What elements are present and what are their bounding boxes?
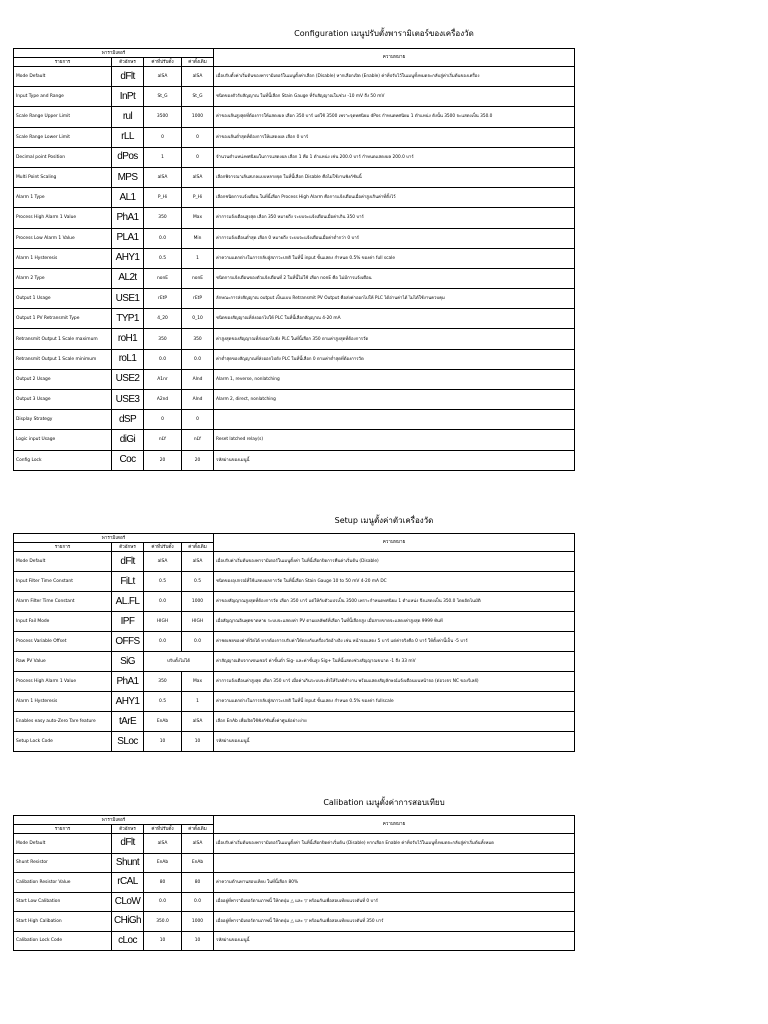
set-value: 0.5 [144,572,182,592]
table-row [14,329,575,349]
display-code: AL2t [112,268,144,288]
param-name: Output 3 Usage [14,390,112,410]
header-description: ความหมาย [214,534,575,552]
param-description: เมื่ออยู่ที่พารามิเตอร์ตามภาพนี้ ให้กดปุ่ม △ และ ▽ พร้อมกันเพื่อสอบเทียบแรงดันที่ 350 บาร์ [214,912,575,932]
table-row [14,67,575,87]
display-code: CLoW [112,892,144,912]
set-value: 0.0 [144,892,182,912]
set-value: rEtP [144,289,182,309]
display-code: TYP1 [112,309,144,329]
param-description: Alarm 2, direct, nonlatching [214,390,575,410]
header-item: รายการ [14,58,112,67]
set-value: 4_20 [144,309,182,329]
default-value: 0 [182,127,214,147]
param-name: Mode Default [14,67,112,87]
default-value: alSA [182,552,214,572]
param-name: Process Variable Offset [14,632,112,652]
table-row [14,692,575,712]
display-code: dSP [112,410,144,430]
display-code: OFFS [112,632,144,652]
display-code: SLoc [112,732,144,752]
param-description: เมื่อปรับค่าเริ่มต้นของพารามิเตอร์ในเมนูตั้งค่า ในที่นี้เลือกปิดการคืนค่าเริ่มต้น (Disable) [214,552,575,572]
display-code: Shunt [112,853,144,873]
display-code: rLL [112,127,144,147]
header-default: ค่าตั้งเดิม [182,58,214,67]
default-value: HIGH [182,612,214,632]
param-description: จำนวนตำแหน่งทศนิยมในการแสดงผล เลือก 1 คือ 1 ตำแหน่ง เช่น 200.0 บาร์ กำหนดแสดงผล 200.0 บาร์ [214,147,575,167]
display-code: IPF [112,612,144,632]
param-description: ค่าการแจ้งเตือนสูงสุด เลือก 350 หมายถึง ระบบจะแจ้งเตือนเมื่อค่าเกิน 350 บาร์ [214,208,575,228]
param-description: ค่าชดเชยของค่าที่วัดได้ หากต้องการปรับค่าให้ตรงกับเครื่องวัดอ้างอิง เช่น หน้าจอแสดง 5 บาร์ แต่ค่าจริงคือ 0 บาร์ ให้ตั้งค่านี้เป็น -5 บาร์ [214,632,575,652]
default-value: EnAb [182,853,214,873]
param-name: Config Lock [14,450,112,470]
param-name: Output 2 Usage [14,369,112,389]
table-row [14,167,575,187]
table-row [14,931,575,951]
header-default: ค่าตั้งเดิม [182,825,214,834]
set-value: 350.0 [144,912,182,932]
param-name: Retransmit Output 1 Scale maximum [14,329,112,349]
section-title: Setup เมนูตั้งค่าตัวเครื่องวัด [334,516,434,525]
param-description: ชนิดการแจ้งเตือนของตัวแจ้งเตือนที่ 2 ในที่นี้ไม่ใช้ เลือก nonE คือ ไม่มีการแจ้งเตือน [214,268,575,288]
param-name: Shunt Resistor [14,853,112,873]
param-name: Input Filter Time Constant [14,572,112,592]
display-code: InPt [112,87,144,107]
display-code: AL.FL [112,592,144,612]
table-row [14,912,575,932]
default-value: Min [182,228,214,248]
display-code: Coc [112,450,144,470]
set-value: nonE [144,268,182,288]
set-value: 0.0 [144,632,182,652]
param-description: ลักษณะการส่งสัญญาณ output เป็นแบบ Retransmit PV Output คือส่งค่าออกไปให้ PLC ได้อ่านค่าได้ ไม่ได้ใช้งานควบคุม [214,289,575,309]
param-description: ค่าความต้านทานสอบเทียบ ในที่นี้เลือก 80% [214,873,575,893]
set-value: alSA [144,67,182,87]
table-row [14,430,575,450]
display-code: cLoc [112,931,144,951]
default-value: nLY [182,430,214,450]
param-description: ค่าต่ำสุดของสัญญาณที่ส่งออกไปยัง PLC ในที่นี้เลือก 0 ตามค่าต่ำสุดที่ต้องการวัด [214,349,575,369]
param-description: ค่าสัญญาณดิบจากเซนเซอร์ ค่าขั้นต่ำ Sig- และค่าขั้นสูง Sig+ ในที่นี้แสดงช่วงสัญญาณขนาด -1 ถึง 33 mV [214,652,575,672]
param-name: Alarm 2 Type [14,268,112,288]
header-default: ค่าตั้งเดิม [182,543,214,552]
set-value: P_Hi [144,188,182,208]
display-code: dFlt [112,552,144,572]
default-value: 0 [182,147,214,167]
param-description: ค่าของเส้นสูงสุดที่ต้องการให้แสดงผล เลือก 350 บาร์ แต่ใช้ 3500 เพราะจุดทศนิยม dPos กำหนดทศนิยม 1 ตำแหน่ง ดังนั้น 3500 จะแสดงเป็น 350.0 [214,107,575,127]
set-value: HIGH [144,612,182,632]
param-name: Start High Calibation [14,912,112,932]
table-row [14,892,575,912]
table-row [14,632,575,652]
header-code: ตัวอักษร [112,543,144,552]
table-row [14,147,575,167]
default-value: 0.0 [182,632,214,652]
header-parameter-group: พารามิเตอร์ [14,49,214,58]
header-row [14,49,575,58]
display-code: roH1 [112,329,144,349]
param-description: ชนิดของตัวรับสัญญาณ ในที่นี้เลือก Stain Gauge ที่รับสัญญาณในช่วง -10 mV ถึง 50 mV [214,87,575,107]
param-name: Calibation Lock Code [14,931,112,951]
default-value: nonE [182,268,214,288]
parameter-table [13,48,575,471]
param-name: Alarm Filter Time Constant [14,592,112,612]
display-code: dFlt [112,834,144,854]
section-title: Configuration เมนูปรับตั้งพารามิเตอร์ของเครื่องวัด [294,29,474,38]
default-value: St_G [182,87,214,107]
header-description: ความหมาย [214,816,575,834]
display-code: rul [112,107,144,127]
param-description: เมื่อสัญญาณอินพุตขาดหาย ระบบจะแสดงค่า PV ตามผลลัพธ์ที่เลือก ในที่นี้เลือกสูง เมื่อสายขาดจะแสดงค่าสูงสุด 9999 ทันที [214,612,575,632]
param-name: Input Type and Range [14,87,112,107]
param-name: Output 1 PV Retransmit Type [14,309,112,329]
display-code: dPos [112,147,144,167]
display-code: USE2 [112,369,144,389]
set-value: 80 [144,873,182,893]
param-description: เมื่ออยู่ที่พารามิเตอร์ตามภาพนี้ ให้กดปุ่ม △ และ ▽ พร้อมกันเพื่อสอบเทียบแรงดันที่ 0 บาร์ [214,892,575,912]
param-description: ค่าสูงสุดของสัญญาณที่ส่งออกไปยัง PLC ในที่นี้เลือก 350 ตามค่าสูงสุดที่ต้องการวัด [214,329,575,349]
param-description: ค่าความแตกต่างในการกลับสู่สภาวะปกติ ในที่นี้ input ขั้นแสดง กำหนด 0.5% ของค่า fullscale [214,692,575,712]
default-value: 0 [182,410,214,430]
param-name: Setup Lock Code [14,732,112,752]
param-description: เลือกชนิดการแจ้งเตือน ในที่นี้เลือก Process High Alarm คือการแจ้งเตือนเมื่อค่าสูงเกินค่าที่ตั้งไว้ [214,188,575,208]
display-code: MPS [112,167,144,187]
param-description [214,853,575,873]
param-description: ชนิดของสัญญาณที่ส่งออกไปให้ PLC ในที่นี้เลือกสัญญาณ 4-20 mA [214,309,575,329]
header-parameter-group: พารามิเตอร์ [14,816,214,825]
table-row [14,652,575,672]
display-code: rCAL [112,873,144,893]
default-value: 0_10 [182,309,214,329]
param-name: Process High Alarm 1 Value [14,208,112,228]
param-name: Start Low Calibation [14,892,112,912]
table-row [14,672,575,692]
header-row [14,534,575,543]
set-value: 3500 [144,107,182,127]
default-value: 1000 [182,912,214,932]
default-value: 0.5 [182,572,214,592]
param-description: เลือก EnAb เพื่อเปิดใช้ฟังก์ชันตั้งค่าศูนย์อย่างง่าย [214,712,575,732]
default-value: 10 [182,931,214,951]
set-value: ปรับตั้งไม่ได้ [144,652,214,672]
display-code: SiG [112,652,144,672]
table-row [14,248,575,268]
display-code: dFlt [112,67,144,87]
set-value: nLY [144,430,182,450]
table-row [14,188,575,208]
default-value: Alnd [182,369,214,389]
display-code: PhA1 [112,208,144,228]
table-row [14,450,575,470]
param-description: เลือกพิจารณาเส้นสเกลแบบหลายจุด ในที่นี้เลือก Disable คือไม่ใช้งานฟังก์ชันนี้ [214,167,575,187]
param-description: ค่าของเส้นต่ำสุดที่ต้องการให้แสดงผล เลือก 0 บาร์ [214,127,575,147]
param-name: Logic input Usage [14,430,112,450]
header-setvalue: ค่าที่ปรับตั้ง [144,58,182,67]
default-value: alSA [182,67,214,87]
param-description: รหัสผ่านของเมนูนี้ [214,450,575,470]
table-row [14,369,575,389]
default-value: 10 [182,732,214,752]
set-value: 1 [144,147,182,167]
set-value: EnAb [144,853,182,873]
set-value: 0.5 [144,692,182,712]
param-name: Enables easy auto-Zero Tare feature [14,712,112,732]
header-code: ตัวอักษร [112,58,144,67]
set-value: A1nr [144,369,182,389]
param-description [214,410,575,430]
param-description: ชนิดของอุปกรณ์ที่ใช้แสดงผลการวัด ในที่นี้เลือก Stain Gauge 10 to 50 mV 4-20 mA DC [214,572,575,592]
table-row [14,127,575,147]
table-row [14,853,575,873]
param-name: Output 1 Usage [14,289,112,309]
display-code: AHY1 [112,248,144,268]
set-value: EnAb [144,712,182,732]
default-value: alSA [182,834,214,854]
param-name: Alarm 1 Hysteresis [14,692,112,712]
table-row [14,612,575,632]
default-value: 1000 [182,107,214,127]
set-value: 350 [144,208,182,228]
set-value: 0.0 [144,592,182,612]
set-value: St_G [144,87,182,107]
set-value: alSA [144,167,182,187]
default-value: P_Hi [182,188,214,208]
display-code: USE3 [112,390,144,410]
set-value: 0 [144,127,182,147]
table-row [14,268,575,288]
default-value: 80 [182,873,214,893]
default-value: 1 [182,692,214,712]
parameter-table [13,815,575,951]
parameter-table [13,533,575,752]
table-row [14,873,575,893]
param-name: Calibation Resistor Value [14,873,112,893]
param-name: Multi Point Scaling [14,167,112,187]
header-item: รายการ [14,543,112,552]
default-value: 1 [182,248,214,268]
set-value: 350 [144,672,182,692]
param-description: รหัสผ่านของเมนูนี้ [214,931,575,951]
display-code: AL1 [112,188,144,208]
param-description: ค่าการแจ้งเตือนต่ำสุด เลือก 0 หมายถึง ระบบจะแจ้งเตือนเมื่อค่าต่ำกว่า 0 บาร์ [214,228,575,248]
param-name: Process High Alarm 1 Value [14,672,112,692]
display-code: FiLt [112,572,144,592]
table-row [14,309,575,329]
default-value: alSA [182,167,214,187]
param-description: รหัสผ่านของเมนูนี้ [214,732,575,752]
header-code: ตัวอักษร [112,825,144,834]
default-value: 350 [182,329,214,349]
display-code: PhA1 [112,672,144,692]
set-value: 0.0 [144,349,182,369]
table-row [14,552,575,572]
header-row [14,816,575,825]
table-row [14,208,575,228]
header-parameter-group: พารามิเตอร์ [14,534,214,543]
set-value: 10 [144,732,182,752]
param-name: Mode Default [14,552,112,572]
param-name: Retransmit Output 1 Scale minimum [14,349,112,369]
table-row [14,732,575,752]
set-value: alSA [144,834,182,854]
display-code: AHY1 [112,692,144,712]
param-name: Process Low Alarm 1 Value [14,228,112,248]
param-name: Alarm 1 Type [14,188,112,208]
display-code: USE1 [112,289,144,309]
param-name: Mode Default [14,834,112,854]
set-value: 10 [144,931,182,951]
table-row [14,107,575,127]
table-row [14,289,575,309]
table-row [14,228,575,248]
display-code: roL1 [112,349,144,369]
set-value: alSA [144,552,182,572]
header-setvalue: ค่าที่ปรับตั้ง [144,543,182,552]
default-value: 1000 [182,592,214,612]
default-value: Max [182,672,214,692]
section-title: Calibation เมนูตั้งค่าการสอบเทียบ [323,798,445,807]
table-row [14,592,575,612]
header-item: รายการ [14,825,112,834]
display-code: PLA1 [112,228,144,248]
header-setvalue: ค่าที่ปรับตั้ง [144,825,182,834]
param-description: ค่าความแตกต่างในการกลับสู่สภาวะปกติ ในที่นี้ input ขั้นแสดง กำหนด 0.5% ของค่า full scale [214,248,575,268]
param-name: Scale Range Lower Limit [14,127,112,147]
default-value: Max [182,208,214,228]
param-description: ค่าของสัญญาณสูงสุดที่ต้องการวัด เลือก 350 บาร์ แต่ให้กับตัวแปรเป็น 3500 เพราะกำหนดทศนิยม 1 ตำแหน่ง จึงแสดงเป็น 350.0 โดยอัตโนมัติ [214,592,575,612]
set-value: 0.0 [144,228,182,248]
param-name: Display Strategy [14,410,112,430]
default-value: alSA [182,712,214,732]
table-row [14,390,575,410]
table-row [14,572,575,592]
param-description: เมื่อปรับค่าเริ่มต้นของพารามิเตอร์ในเมนูตั้งค่า ในที่นี้เลือกปิดค่าเริ่มต้น (Disable) หากเลือก Enable ค่าที่ปรับไว้ในเมนูทั้งหมดจะกลับสู่ค่าเริ่มต้นทั้งหมด [214,834,575,854]
display-code: CHiGh [112,912,144,932]
set-value: 0.5 [144,248,182,268]
table-row [14,712,575,732]
param-description: Reset latched relay(s) [214,430,575,450]
display-code: diGi [112,430,144,450]
set-value: 350 [144,329,182,349]
set-value: 20 [144,450,182,470]
header-description: ความหมาย [214,49,575,67]
table-row [14,87,575,107]
table-row [14,349,575,369]
param-name: Decimal point Position [14,147,112,167]
param-name: Scale Range Upper Limit [14,107,112,127]
param-description: ค่าการแจ้งเตือนค่าสูงสุด เลือก 350 บาร์ เมื่อค่าเกินระบบจะสั่งให้รีเลย์ทำงาน พร้อมแสดงสัญลักษณ์แจ้งเตือนบนหน้าจอ (ต่อวงจร NC ของรีเลย์) [214,672,575,692]
param-description: Alarm 1, reverse, nonlatching [214,369,575,389]
default-value: Alnd [182,390,214,410]
param-name: Alarm 1 Hysteresis [14,248,112,268]
table-row [14,410,575,430]
param-name: Input Fail Mode [14,612,112,632]
set-value: 0 [144,410,182,430]
default-value: 0.0 [182,349,214,369]
table-row [14,834,575,854]
set-value: A2nd [144,390,182,410]
default-value: rEtP [182,289,214,309]
param-name: Raw PV Value [14,652,112,672]
default-value: 20 [182,450,214,470]
display-code: tArE [112,712,144,732]
default-value: 0.0 [182,892,214,912]
param-description: เมื่อปรับตั้งค่าเริ่มต้นของพารามิเตอร์ในเมนูตั้งค่าเลือก (Disable) หากเลือกเปิด (Enable) ค่าที่ปรับไว้ในเมนูทั้งหมดจะกลับสู่ค่าเริ่มต้นของเครื่อง [214,67,575,87]
